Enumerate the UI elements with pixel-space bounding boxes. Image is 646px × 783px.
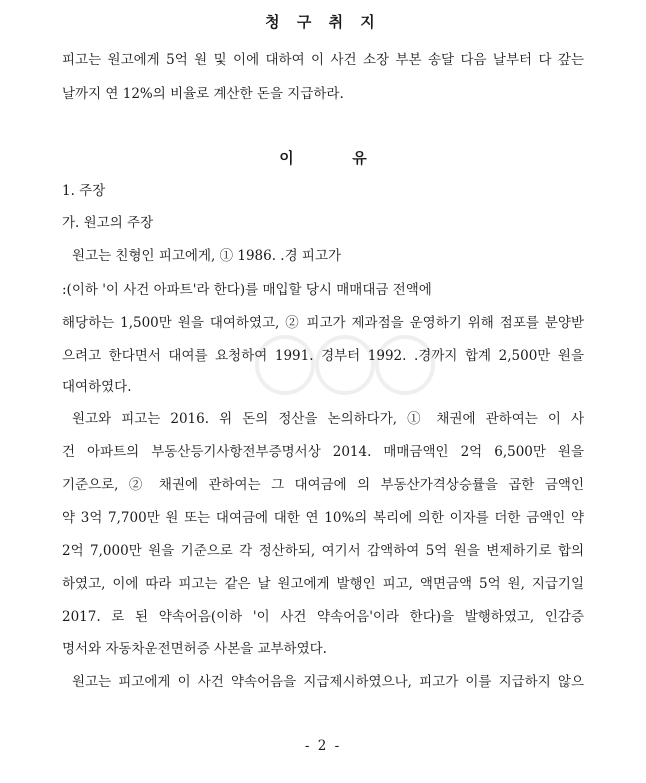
body-line-12: 2017. 로 된 약속어음(이하 '이 사건 약속어음'이라 한다)을 발행하였고, 인감증 (62, 609, 584, 625)
body-line-5: 대여하였다. (62, 379, 132, 395)
body-line-10: 2억 7,000만 원을 기준으로 각 정산하되, 여기서 감액하여 5억 원을 변제하기로 합의 (62, 543, 584, 559)
section-heading: 1. 주장 (62, 183, 106, 199)
body-line-9: 약 3억 7,700만 원 또는 대여금에 대한 연 10%의 복리에 의한 이자를 더한 금액인 약 (62, 510, 584, 526)
body-line-14: 원고는 피고에게 이 사건 약속어음을 지급제시하였으나, 피고가 이를 지급하지 않으 (72, 674, 584, 690)
body-line-4: 으려고 한다면서 대여를 요청하여 1991. 경부터 1992. .경까지 합계 2,500만 원을 (62, 348, 584, 364)
reason-title-right: 유 (352, 149, 367, 167)
claim-line-1: 피고는 원고에게 5억 원 및 이에 대하여 이 사건 소장 부본 송달 다음 날부터 다 갚는 (62, 52, 584, 68)
reason-title-left: 이 (279, 149, 294, 167)
subsection-heading: 가. 원고의 주장 (62, 215, 154, 231)
body-line-7: 건 아파트의 부동산등기사항전부증명서상 2014. 매매금액인 2억 6,500만 원을 (62, 444, 584, 460)
reason-title (0, 148, 646, 168)
body-line-6: 원고와 피고는 2016. 위 돈의 정산을 논의하다가, ① 채권에 관하여는 이 사 (72, 411, 584, 427)
body-line-8: 기준으로, ② 채권에 관하여는 그 대여금에 의 부동산가격상승률을 곱한 금액인 (62, 477, 584, 493)
body-line-11: 하였고, 이에 따라 피고는 같은 날 원고에게 발행인 피고, 액면금액 5억 원, 지급기일 (62, 576, 584, 592)
body-line-3: 해당하는 1,500만 원을 대여하였고, ② 피고가 제과점을 운영하기 위해 점포를 분양받 (62, 315, 584, 331)
body-line-2: :(이하 '이 사건 아파트'라 한다)를 매입할 당시 매매대금 전액에 (62, 282, 432, 298)
body-line-13: 명서와 자동차운전면허증 사본을 교부하였다. (62, 641, 327, 657)
claim-title: 청 구 취 지 (265, 13, 381, 31)
body-line-1: 원고는 친형인 피고에게, ① 1986. .경 피고가 (72, 248, 342, 264)
page-number: - 2 - (304, 738, 342, 754)
claim-line-2: 날까지 연 12%의 비율로 계산한 돈을 지급하라. (62, 86, 344, 102)
